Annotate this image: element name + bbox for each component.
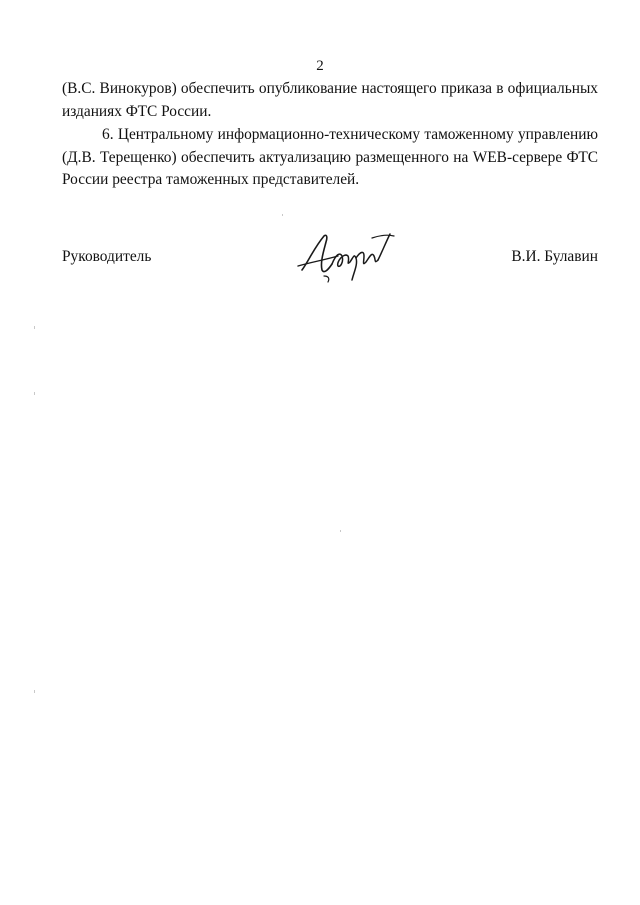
scan-speck [34,392,35,395]
scan-speck [340,530,341,532]
signatory-role: Руководитель [62,248,152,265]
document-body [62,78,598,192]
handwritten-signature-icon [294,226,404,286]
page-number: 2 [316,58,324,74]
scan-speck [34,326,35,329]
signature-block [62,244,598,284]
paragraph-6: 6. Центральному информационно-техническому таможенному управлению (Д.В. Терещенко) обеспечить актуализацию размещенного на WEB-сервере ФТС России реестра таможенных представителей. [62,126,598,188]
paragraph-5-continued: (В.С. Винокуров) обеспечить опубликование настоящего приказа в официальных изданиях ФТС России. [62,80,598,120]
scan-speck [34,690,35,693]
signatory-name: В.И. Булавин [511,248,598,265]
scan-speck [282,214,283,216]
